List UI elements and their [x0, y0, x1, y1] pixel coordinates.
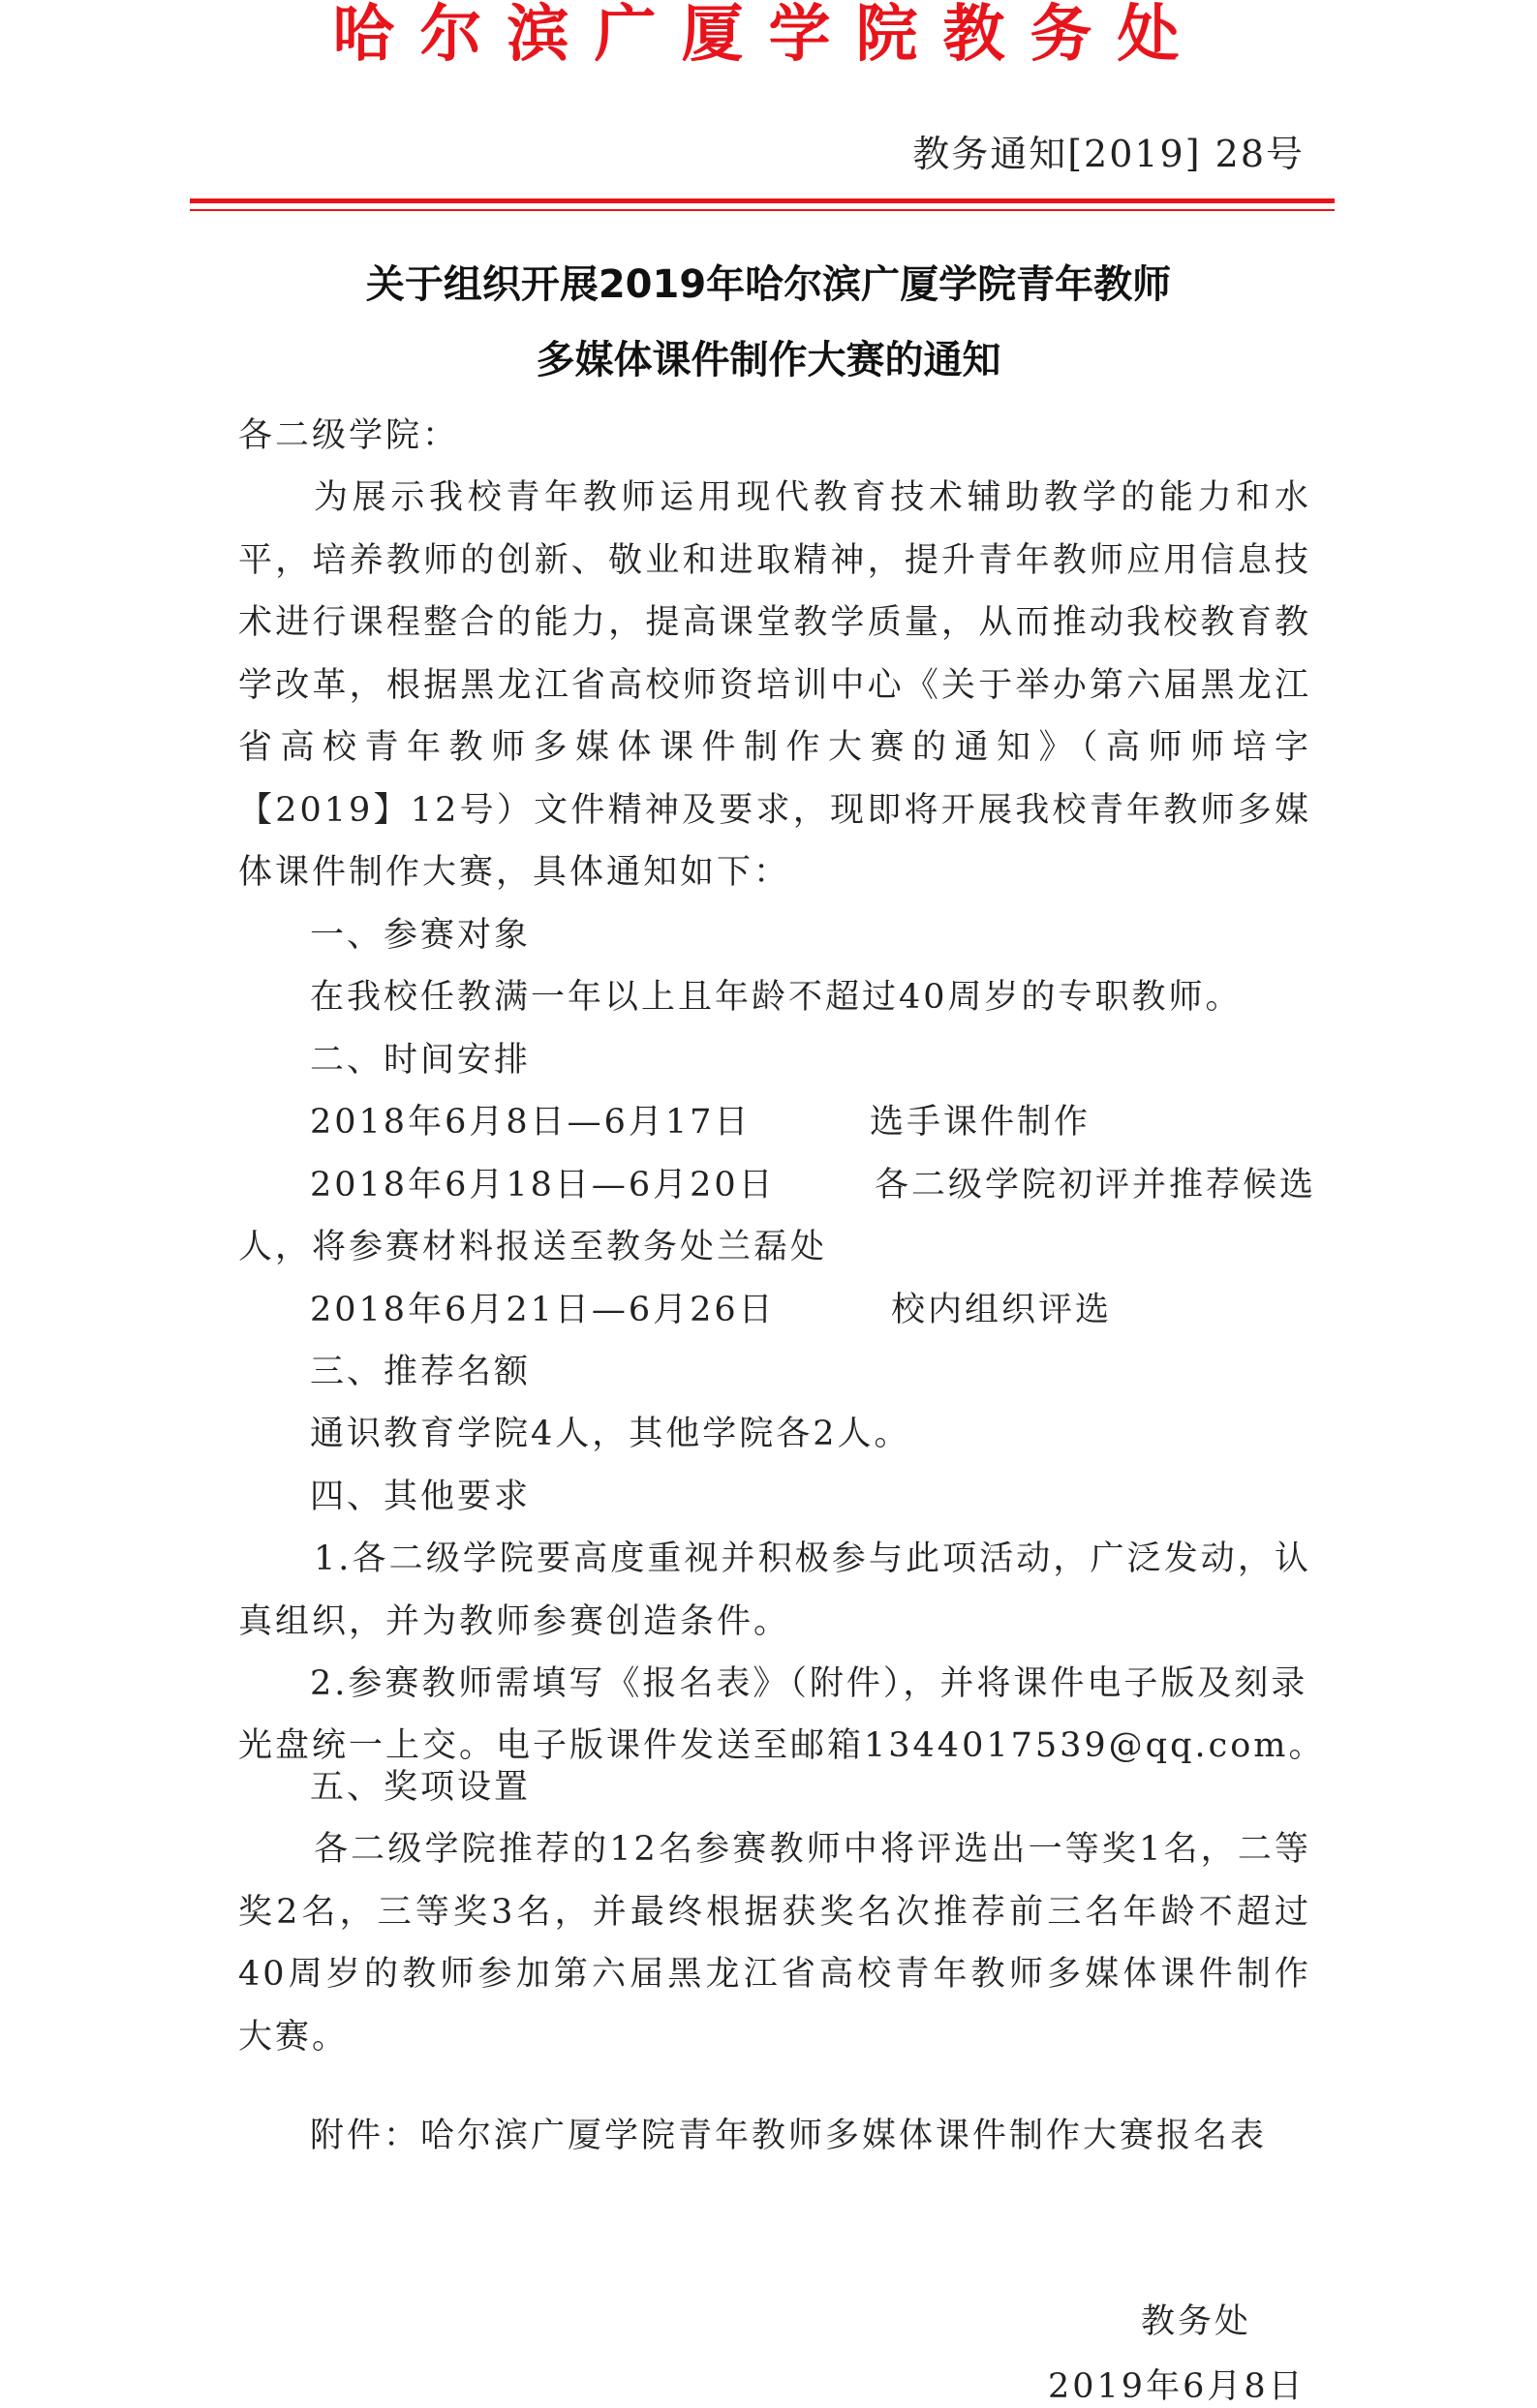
schedule-date: 2018年6月18日—6月20日 [310, 1166, 776, 1204]
red-divider-thin [190, 209, 1335, 211]
schedule-date: 2018年6月8日—6月17日 [310, 1103, 752, 1142]
section-heading-awards: 五、奖项设置 [310, 1768, 532, 1807]
attachment-note: 附件：哈尔滨广厦学院青年教师多媒体课件制作大赛报名表 [310, 2117, 1268, 2155]
section-heading-requirements: 四、其他要求 [310, 1478, 532, 1516]
schedule-task-continued: 人，将参赛材料报送至教务处兰磊处 [238, 1228, 828, 1266]
requirement-2-line2: 光盘统一上交。电子版课件发送至邮箱1344017539@qq.com。 [238, 1726, 1326, 1765]
awards-paragraph: 各二级学院推荐的12名参赛教师中将评选出一等奖1名，二等奖2名，三等奖3名，并最终根据获奖名次推荐前三名年龄不超过40周岁的教师参加第六届黑龙江省高校青年教师多媒体课件制作大赛。 [238, 1830, 1311, 2057]
salutation: 各二级学院： [238, 416, 460, 455]
requirement-1: 1.各二级学院要高度重视并积极参与此项活动，广泛发动，认真组织，并为教师参赛创造条件。 [238, 1539, 1311, 1641]
notice-title-line2: 多媒体课件制作大赛的通知 [536, 338, 1001, 382]
intro-paragraph: 为展示我校青年教师运用现代教育技术辅助教学的能力和水平，培养教师的创新、敬业和进取精神，提升青年教师应用信息技术进行课程整合的能力，提高课堂教学质量，从而推动我校教育教学改革，根据黑龙江省高校师资培训中心《关于举办第六届黑龙江省高校青年教师多媒体课件制作大赛的通知》（高师师培字【2019】12号）文件精神及要求，现即将开展我校青年教师多媒体课件制作大赛，具体通知如下： [238, 478, 1311, 892]
quota-text: 通识教育学院4人，其他学院各2人。 [310, 1415, 911, 1453]
notice-title-line1: 关于组织开展2019年哈尔滨广厦学院青年教师 [365, 262, 1172, 307]
document-number: 教务通知[2019] 28号 [912, 133, 1305, 175]
signature-date: 2019年6月8日 [1048, 2367, 1306, 2406]
schedule-date: 2018年6月21日—6月26日 [310, 1291, 776, 1329]
section-heading-participants: 一、参赛对象 [310, 916, 532, 955]
schedule-task: 选手课件制作 [870, 1103, 1091, 1142]
requirement-2-line1: 2.参赛教师需填写《报名表》（附件），并将课件电子版及刻录 [310, 1664, 1308, 1703]
schedule-task: 校内组织评选 [891, 1291, 1113, 1329]
schedule-task: 各二级学院初评并推荐候选 [875, 1166, 1317, 1204]
red-divider-thick [190, 198, 1335, 203]
section-heading-quota: 三、推荐名额 [310, 1353, 532, 1391]
signature-department: 教务处 [1141, 2302, 1252, 2341]
participants-text: 在我校任教满一年以上且年龄不超过40周岁的专职教师。 [310, 978, 1243, 1017]
org-masthead: 哈尔滨广厦学院教务处 [332, 0, 1205, 71]
section-heading-schedule: 二、时间安排 [310, 1041, 532, 1080]
